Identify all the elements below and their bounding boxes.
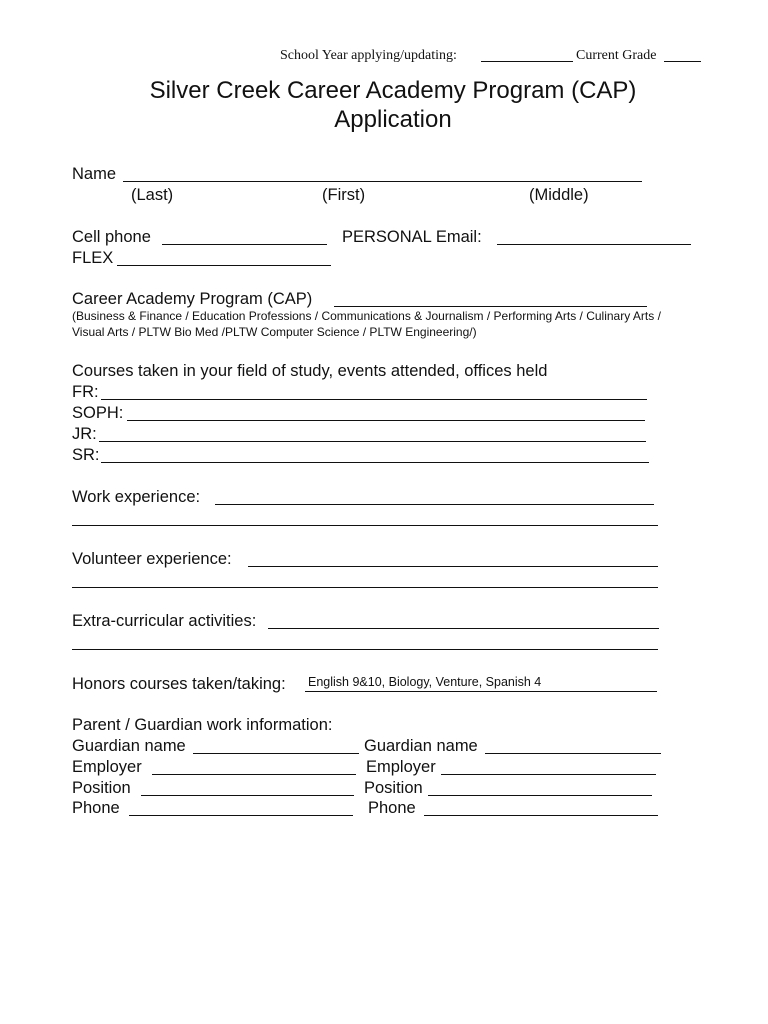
position1-field[interactable] xyxy=(141,795,354,796)
current-grade-label: Current Grade xyxy=(576,48,657,63)
form-title-line2: Application xyxy=(334,106,452,133)
fr-label: FR: xyxy=(72,383,99,401)
volunteer-experience-field-2[interactable] xyxy=(72,587,658,588)
cell-phone-field[interactable] xyxy=(162,244,327,245)
guardian2-name-field[interactable] xyxy=(485,753,661,754)
sr-field[interactable] xyxy=(101,462,649,463)
cap-options-line1: (Business & Finance / Education Professions / Communications & Journalism / Performing Arts / Culinary Arts / xyxy=(72,309,661,323)
name-field[interactable] xyxy=(123,181,642,182)
work-experience-field[interactable] xyxy=(215,504,654,505)
soph-label: SOPH: xyxy=(72,404,124,422)
honors-value[interactable]: English 9&10, Biology, Venture, Spanish 4 xyxy=(308,675,542,689)
position2-label: Position xyxy=(364,779,423,797)
school-year-field[interactable] xyxy=(481,61,573,62)
soph-field[interactable] xyxy=(127,420,645,421)
flex-field[interactable] xyxy=(117,265,331,266)
extracurricular-field[interactable] xyxy=(268,628,659,629)
employer2-label: Employer xyxy=(366,758,436,776)
phone1-field[interactable] xyxy=(129,815,353,816)
guardian2-name-label: Guardian name xyxy=(364,737,478,755)
phone2-label: Phone xyxy=(368,799,416,817)
name-label: Name xyxy=(72,165,117,183)
employer2-field[interactable] xyxy=(441,774,656,775)
volunteer-experience-label: Volunteer experience: xyxy=(72,550,232,568)
guardian1-name-field[interactable] xyxy=(193,753,359,754)
phone2-field[interactable] xyxy=(424,815,658,816)
cell-phone-label: Cell phone xyxy=(72,228,151,246)
flex-label: FLEX xyxy=(72,249,114,267)
courses-heading: Courses taken in your field of study, events attended, offices held xyxy=(72,362,548,380)
email-field[interactable] xyxy=(497,244,691,245)
sr-label: SR: xyxy=(72,446,100,464)
jr-field[interactable] xyxy=(99,441,646,442)
parent-heading: Parent / Guardian work information: xyxy=(72,716,333,734)
extracurricular-label: Extra-curricular activities: xyxy=(72,612,257,630)
jr-label: JR: xyxy=(72,425,97,443)
work-experience-field-2[interactable] xyxy=(72,525,658,526)
honors-label: Honors courses taken/taking: xyxy=(72,675,286,693)
employer1-label: Employer xyxy=(72,758,142,776)
fr-field[interactable] xyxy=(101,399,647,400)
current-grade-field[interactable] xyxy=(664,61,701,62)
school-year-label: School Year applying/updating: xyxy=(280,48,457,63)
employer1-field[interactable] xyxy=(152,774,356,775)
cap-field[interactable] xyxy=(334,306,647,307)
name-sub-last: (Last) xyxy=(131,186,174,204)
name-sub-middle: (Middle) xyxy=(529,186,589,204)
cap-label: Career Academy Program (CAP) xyxy=(72,290,313,308)
phone1-label: Phone xyxy=(72,799,120,817)
extracurricular-field-2[interactable] xyxy=(72,649,658,650)
position1-label: Position xyxy=(72,779,131,797)
work-experience-label: Work experience: xyxy=(72,488,201,506)
form-title-line1: Silver Creek Career Academy Program (CAP) xyxy=(149,77,637,104)
email-label: PERSONAL Email: xyxy=(342,228,482,246)
volunteer-experience-field[interactable] xyxy=(248,566,658,567)
name-sub-first: (First) xyxy=(322,186,366,204)
guardian1-name-label: Guardian name xyxy=(72,737,186,755)
honors-field[interactable] xyxy=(305,691,657,692)
position2-field[interactable] xyxy=(428,795,652,796)
cap-options-line2: Visual Arts / PLTW Bio Med /PLTW Computer Science / PLTW Engineering/) xyxy=(72,325,477,339)
